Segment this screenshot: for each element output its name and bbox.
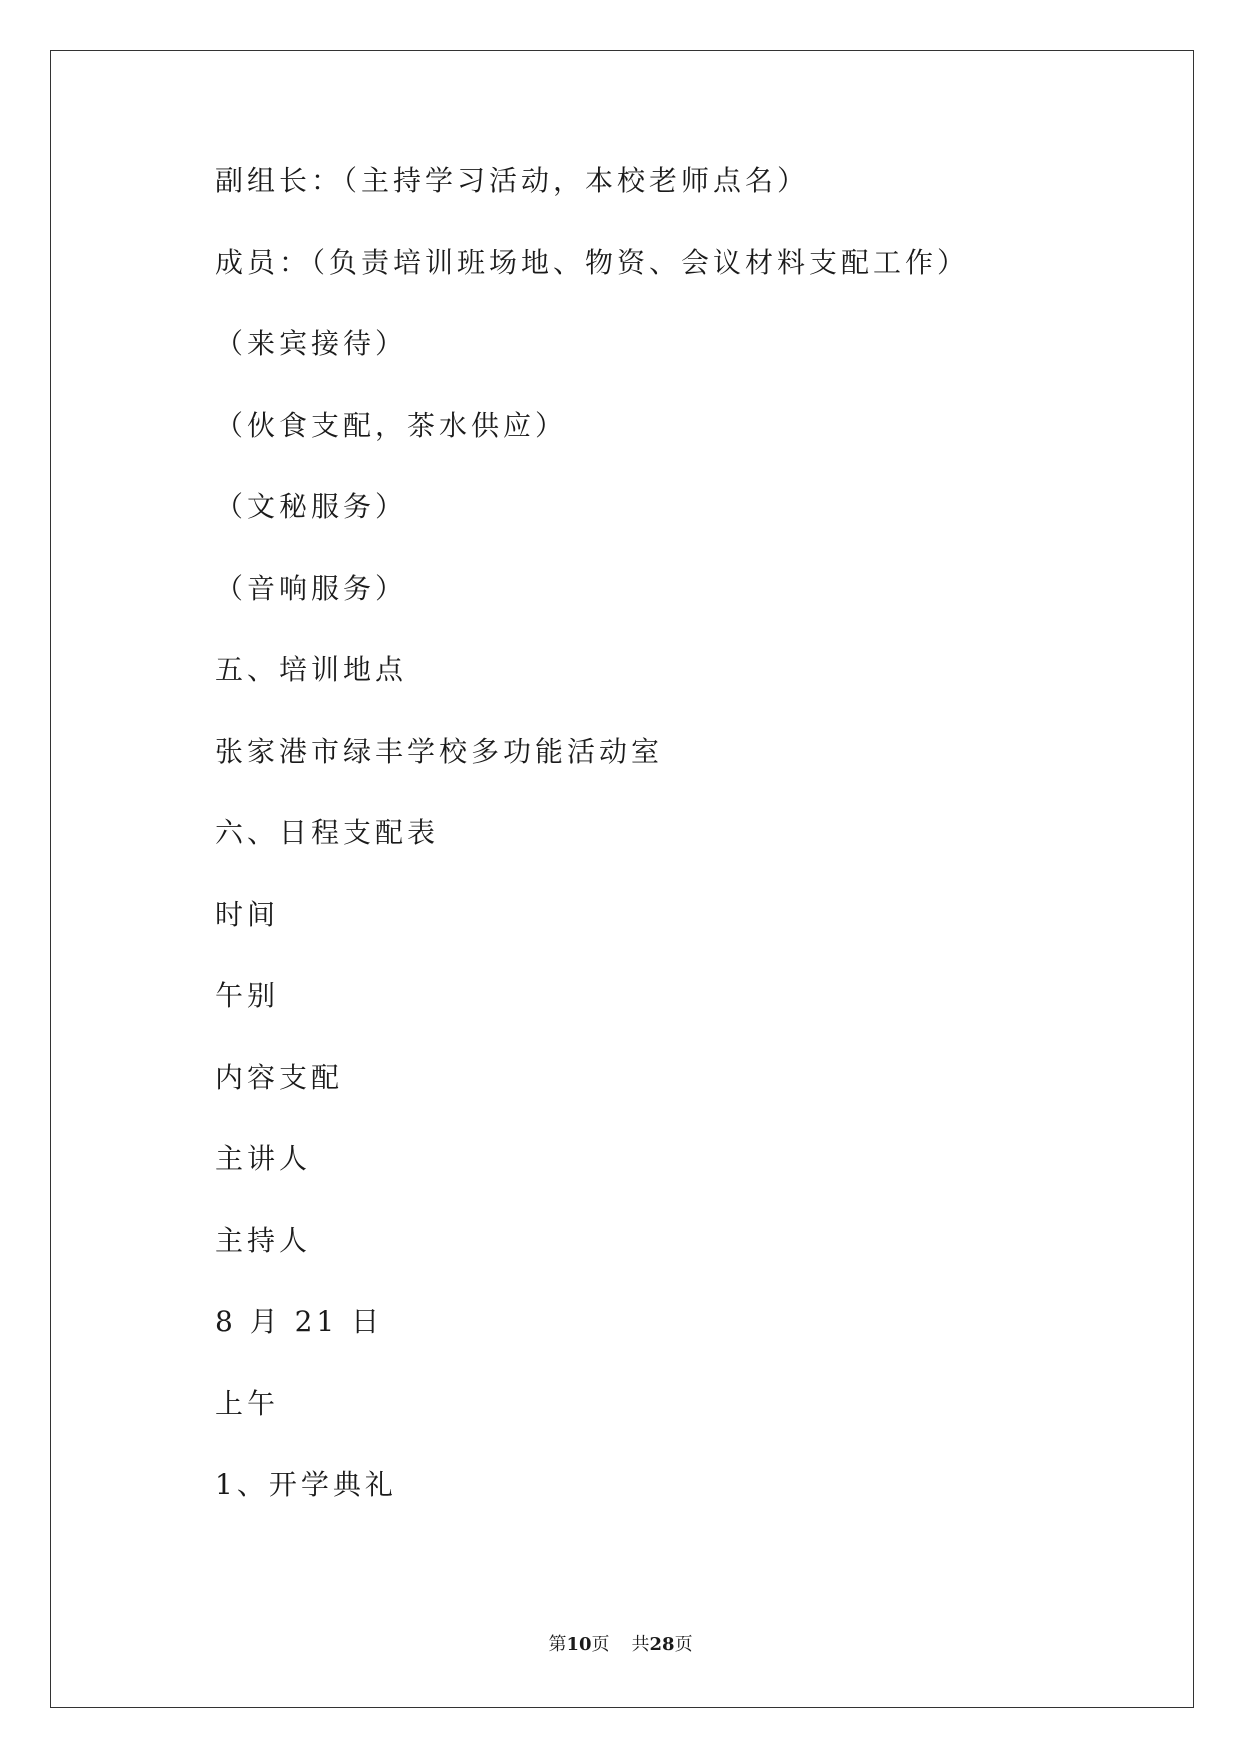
total-pages: 28	[649, 1634, 675, 1655]
text-line: 主讲人	[215, 1142, 312, 1175]
text-line: 1、开学典礼	[215, 1468, 397, 1501]
text-line: 张家港市绿丰学校多功能活动室	[215, 734, 664, 768]
text-line: 成员：（负责培训班场地、物资、会议材料支配工作）	[215, 245, 970, 279]
text-line: （音响服务）	[215, 571, 408, 605]
total-suffix: 页	[674, 1634, 693, 1655]
text-line: 上午	[215, 1386, 280, 1420]
page-suffix: 页	[591, 1634, 610, 1655]
section-heading: 六、日程支配表	[215, 816, 440, 849]
text-line: 内容支配	[215, 1060, 344, 1094]
text-line: （来宾接待）	[215, 327, 408, 360]
text-line: 副组长：（主持学习活动，本校老师点名）	[215, 164, 810, 197]
text-line: （文秘服务）	[215, 490, 408, 523]
text-line: 8 月 21 日	[215, 1305, 384, 1338]
text-line: 时间	[215, 897, 280, 931]
text-line: 午别	[215, 979, 280, 1012]
section-heading: 五、培训地点	[215, 653, 408, 686]
text-line: （伙食支配，茶水供应）	[215, 408, 568, 442]
page-number: 10	[566, 1634, 592, 1655]
page-prefix: 第	[548, 1634, 567, 1655]
page-footer	[0, 1630, 1241, 1656]
total-prefix: 共	[631, 1634, 650, 1655]
document-body	[215, 165, 1115, 1551]
text-line: 主持人	[215, 1223, 312, 1257]
